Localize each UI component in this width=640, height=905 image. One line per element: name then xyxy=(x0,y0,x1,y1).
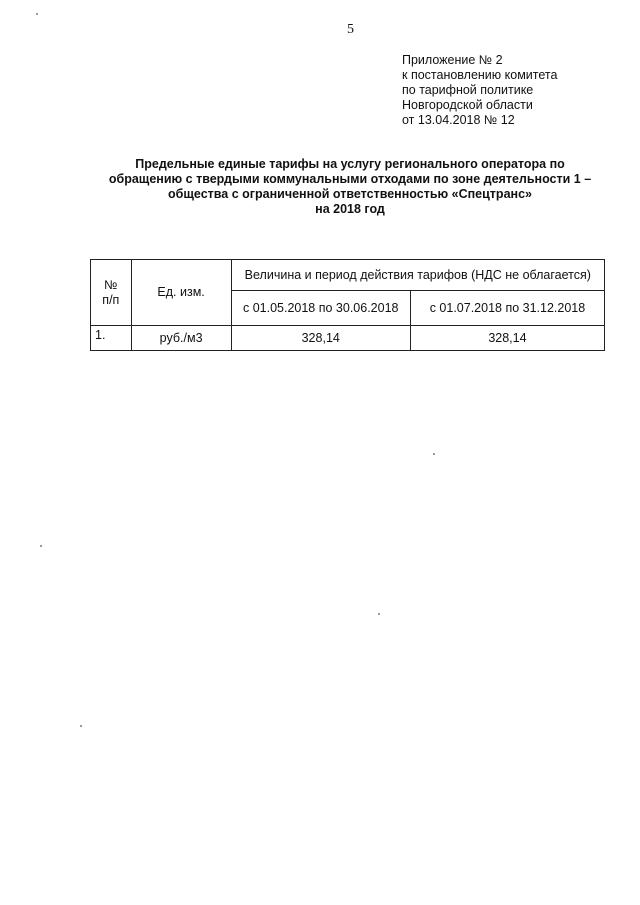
tariff-table xyxy=(90,259,605,351)
header-period2-cell: с 01.07.2018 по 31.12.2018 xyxy=(410,291,604,326)
appendix-line: Приложение № 2 xyxy=(402,53,503,67)
header-period1-cell: с 01.05.2018 по 30.06.2018 xyxy=(231,291,410,326)
row-value1-cell: 328,14 xyxy=(231,326,410,351)
scan-speck xyxy=(378,613,380,615)
document-title xyxy=(70,157,630,217)
page-number: 5 xyxy=(347,22,354,37)
title-line: Предельные единые тарифы на услугу регионального оператора по xyxy=(135,157,565,171)
title-line: на 2018 год xyxy=(315,202,385,216)
table-header-row xyxy=(91,260,605,291)
header-number-cell xyxy=(91,260,132,326)
appendix-line: Новгородской области xyxy=(402,98,533,112)
scan-speck xyxy=(80,725,82,727)
scan-speck xyxy=(36,13,38,15)
header-number-symbol: № xyxy=(104,277,118,292)
row-unit-cell: руб./м3 xyxy=(131,326,231,351)
title-line: обращению с твердыми коммунальными отходами по зоне деятельности 1 – xyxy=(108,172,592,186)
header-unit-cell: Ед. изм. xyxy=(131,260,231,326)
appendix-block xyxy=(402,53,602,128)
appendix-line: от 13.04.2018 № 12 xyxy=(402,113,515,127)
scan-speck xyxy=(433,453,435,455)
table-row xyxy=(91,326,605,351)
scan-speck xyxy=(40,545,42,547)
header-number-abbrev: п/п xyxy=(102,292,120,307)
appendix-line: к постановлению комитета xyxy=(402,68,558,82)
title-line: общества с ограниченной ответственностью «Спецтранс» xyxy=(168,187,532,201)
appendix-line: по тарифной политике xyxy=(402,83,534,97)
header-group-cell: Величина и период действия тарифов (НДС не облагается) xyxy=(231,260,604,291)
row-number-cell: 1. xyxy=(91,326,132,351)
row-value2-cell: 328,14 xyxy=(410,326,604,351)
